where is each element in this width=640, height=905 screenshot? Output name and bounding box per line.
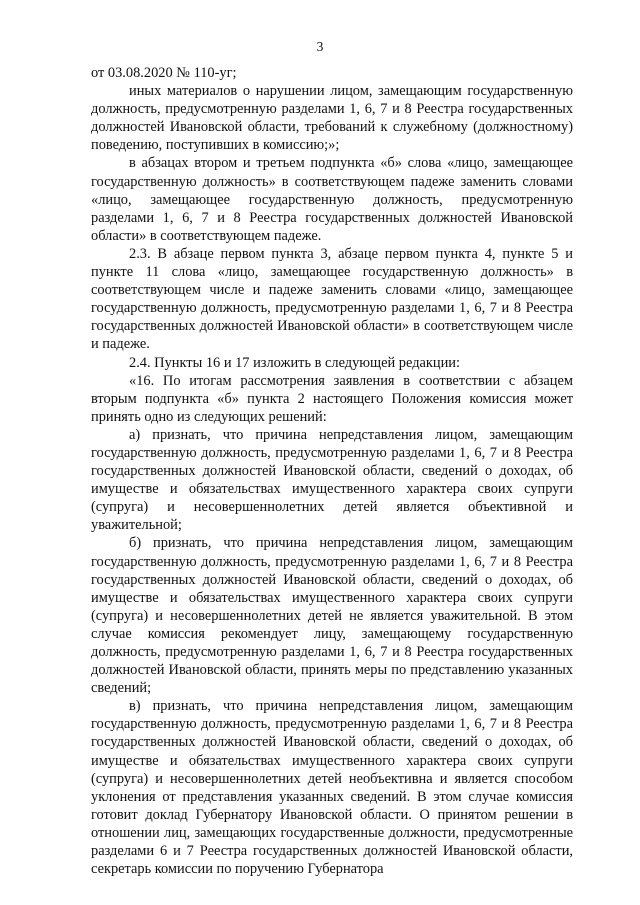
paragraph-2-4: 2.4. Пункты 16 и 17 изложить в следующей редакции: — [129, 354, 460, 371]
paragraph-decision-c: в) признать, что причина непредставления лицом, замещающим государственную должность, предусмотренную разделами 1, 6, 7 и 8 Реестра государственных должностей Ивановской области, сведений о доходах, об имуществе и обязательствах имущественного характера своих супруги (супруга) и несовершеннолетних детей необъективна и является способом уклонения от представления указанных сведений. В этом случае комиссия готовит доклад Губернатору Ивановской области. О принятом решении в отношении лиц, замещающих государственные должности, предусмотренные разделами 6 и 7 Реестра государственных должностей Ивановской области, секретарь комиссии по поручению Губернатора — [91, 698, 573, 878]
paragraph-item-16: «16. По итогам рассмотрения заявления в соответствии с абзацем вторым подпункта «б» пункта 2 настоящего Положения комиссия может принять одно из следующих решений: — [91, 372, 573, 425]
paragraph-decision-b: б) признать, что причина непредставления лицом, замещающим государственную должность, предусмотренную разделами 1, 6, 7 и 8 Реестра государственных должностей Ивановской области, сведений о доходах, об имуществе и обязательствах имущественного характера своих супруги (супруга) и несовершеннолетних детей не является уважительной. В этом случае комиссия рекомендует лицу, замещающему государственную должность, предусмотренную разделами 1, 6, 7 и 8 Реестра государственных должностей Ивановской области, принять меры по представлению указанных сведений; — [91, 535, 573, 697]
paragraph-reference-line: от 03.08.2020 № 110-уг; — [91, 65, 237, 81]
document-body — [91, 64, 573, 878]
paragraph-other-materials: иных материалов о нарушении лицом, замещающим государственную должность, предусмотренную разделами 1, 6, 7 и 8 Реестра государственных должностей Ивановской области, требований к служебному (должностному) поведению, поступивших в комиссию;»; — [91, 83, 573, 154]
paragraph-subclause-b: в абзацах втором и третьем подпункта «б» слова «лицо, замещающее государственную должность» в соответствующем падеже заменить словами «лицо, замещающее государственную должность, предусмотренную разделами 1, 6, 7 и 8 Реестра государственных должностей Ивановской области» в соответствующем падеже. — [91, 155, 573, 244]
page-number: 3 — [316, 39, 324, 54]
paragraph-decision-a: а) признать, что причина непредставления лицом, замещающим государственную должность, предусмотренную разделами 1, 6, 7 и 8 Реестра государственных должностей Ивановской области, сведений о доходах, об имуществе и обязательствах имущественного характера своих супруги (супруга) и несовершеннолетних детей является объективной и уважительной; — [91, 426, 573, 534]
paragraph-2-3: 2.3. В абзаце первом пункта 3, абзаце первом пункта 4, пункте 5 и пункте 11 слова «лицо, замещающее государственную должность» в соответствующем числе и падеже заменить словами «лицо, замещающее государственную должность, предусмотренную разделами 1, 6, 7 и 8 Реестра государственных должностей Ивановской области» в соответствующем числе и падеже. — [91, 245, 573, 353]
